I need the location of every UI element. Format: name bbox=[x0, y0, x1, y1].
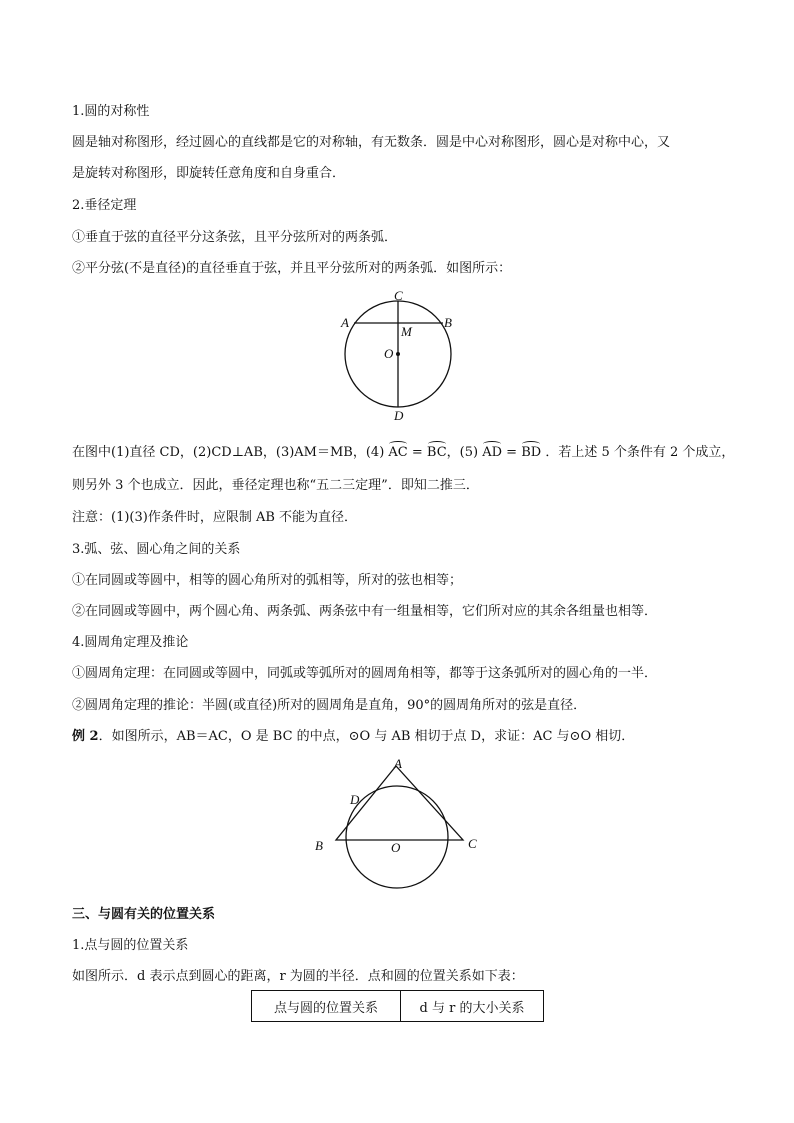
section-1-paragraph-line-2: 是旋转对称图形，即旋转任意角度和自身重合． bbox=[72, 166, 346, 181]
section-1-title: 1.圆的对称性 bbox=[72, 104, 150, 119]
label-c: C bbox=[394, 288, 403, 303]
label-a: A bbox=[394, 756, 402, 771]
equals-sign-1: = bbox=[407, 445, 427, 460]
label-c: C bbox=[468, 836, 477, 851]
label-b: B bbox=[444, 315, 452, 330]
table-header-row bbox=[252, 991, 544, 1022]
example-text: ．如图所示，AB＝AC，O 是 BC 的中点，⊙O 与 AB 相切于点 D，求证：AC 与⊙O 相切． bbox=[98, 729, 635, 744]
section-2-item-2: ②平分弦(不是直径)的直径垂直于弦，并且平分弦所对的两条弧．如图所示： bbox=[72, 261, 512, 276]
part-3-heading: 三、与圆有关的位置关系 bbox=[72, 907, 216, 922]
section-4-item-2: ②圆周角定理的推论：半圆(或直径)所对的圆周角是直角，90°的圆周角所对的弦是直径． bbox=[72, 698, 587, 713]
note-line: 注意：(1)(3)作条件时，应限制 AB 不能为直径． bbox=[72, 510, 358, 525]
position-relationship-table bbox=[251, 990, 544, 1022]
tangent-triangle-figure bbox=[308, 752, 488, 892]
point-circle-intro: 如图所示．d 表示点到圆心的距离，r 为圆的半径．点和圆的位置关系如下表： bbox=[72, 969, 524, 984]
perpendicular-diameter-figure bbox=[334, 288, 464, 424]
section-2-title: 2.垂径定理 bbox=[72, 198, 137, 213]
section-1-paragraph-line-1: 圆是轴对称图形，经过圆心的直线都是它的对称轴，有无数条．圆是中心对称图形，圆心是对称中心，又 bbox=[72, 135, 671, 150]
arc-ad: AD bbox=[482, 445, 503, 460]
point-circle-subtitle: 1.点与圆的位置关系 bbox=[72, 938, 189, 953]
arc-bd: BD bbox=[521, 445, 542, 460]
section-2-item-1: ①垂直于弦的直径平分这条弦，且平分弦所对的两条弧． bbox=[72, 230, 398, 245]
label-d: D bbox=[350, 792, 360, 807]
conditions-prefix: 在图中(1)直径 CD，(2)CD⊥AB，(3)AM＝MB，(4) bbox=[72, 445, 389, 460]
label-a: A bbox=[341, 315, 349, 330]
five-two-three-line: 则另外 3 个也成立．因此，垂径定理也称“五二三定理”．即知二推三． bbox=[72, 478, 479, 493]
arc-bc: BC bbox=[426, 445, 447, 460]
example-label: 例 2 bbox=[72, 729, 99, 744]
label-d: D bbox=[394, 408, 404, 423]
conditions-line bbox=[72, 444, 734, 462]
label-o: O bbox=[384, 346, 394, 361]
label-o: O bbox=[391, 840, 401, 855]
section-3-item-1: ①在同圆或等圆中，相等的圆心角所对的弧相等，所对的弦也相等； bbox=[72, 573, 463, 588]
section-3-item-2: ②在同圆或等圆中，两个圆心角、两条弧、两条弦中有一组量相等，它们所对应的其余各组量也相等． bbox=[72, 604, 658, 619]
section-4-title: 4.圆周角定理及推论 bbox=[72, 635, 189, 650]
equals-sign-2: = bbox=[502, 445, 522, 460]
center-point bbox=[396, 352, 400, 356]
table-header-cell: d 与 r 的大小关系 bbox=[401, 991, 544, 1022]
arc-ac: AC bbox=[388, 445, 408, 460]
label-m: M bbox=[401, 324, 412, 339]
example-2-line bbox=[72, 728, 634, 746]
section-3-title: 3.弧、弦、圆心角之间的关系 bbox=[72, 542, 241, 557]
circle-o bbox=[346, 786, 448, 888]
section-4-item-1: ①圆周角定理：在同圆或等圆中，同弧或等弧所对的圆周角相等，都等于这条弧所对的圆心角的一半． bbox=[72, 666, 658, 681]
conditions-mid: ，(5) bbox=[446, 445, 483, 460]
label-b: B bbox=[315, 838, 323, 853]
conditions-suffix: ．若上述 5 个条件有 2 个成立， bbox=[541, 445, 735, 460]
table-header-cell: 点与圆的位置关系 bbox=[252, 991, 401, 1022]
